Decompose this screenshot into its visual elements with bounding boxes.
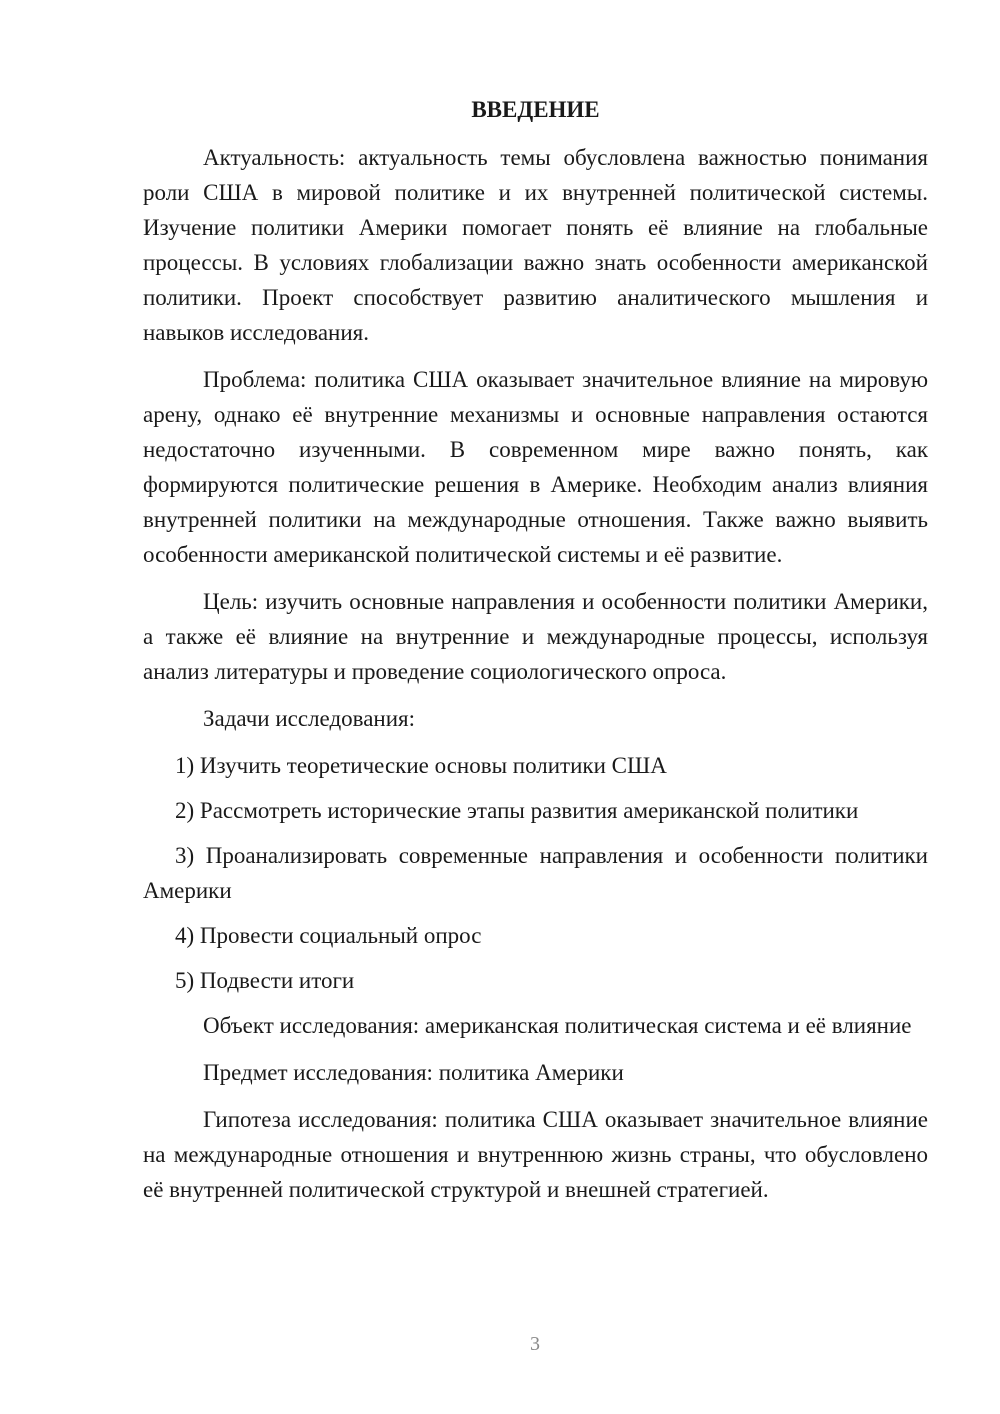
document-page [143, 88, 928, 1219]
problem-paragraph: Проблема: политика США оказывает значительное влияние на мировую арену, однако её внутренние механизмы и основные направления остаются недостаточно изученными. В современном мире важно понять, как формируются политические решения в Америке. Необходим анализ влияния внутренней политики на международные отношения. Также важно выявить особенности американской политической системы и её развитие. [143, 367, 928, 567]
tasks-title: Задачи исследования: [203, 706, 416, 731]
list-item: 3) Проанализировать современные направления и особенности политики Америки [143, 843, 928, 903]
subject-paragraph: Предмет исследования: политика Америки [203, 1060, 624, 1085]
page-number: 3 [530, 1333, 540, 1355]
tasks-list [143, 748, 928, 998]
list-item: 1) Изучить теоретические основы политики США [175, 753, 667, 778]
list-item: 2) Рассмотреть исторические этапы развития американской политики [175, 798, 859, 823]
list-item: 5) Подвести итоги [175, 968, 355, 993]
relevance-paragraph: Актуальность: актуальность темы обусловлена важностью понимания роли США в мировой политике и их внутренней политической системы. Изучение политики Америки помогает понять её влияние на глобальные процессы. В условиях глобализации важно знать особенности американской политики. Проект способствует развитию аналитического мышления и навыков исследования. [143, 145, 928, 345]
hypothesis-paragraph: Гипотеза исследования: политика США оказывает значительное влияние на международные отношения и внутреннюю жизнь страны, что обусловлено её внутренней политической структурой и внешней стратегией. [143, 1107, 928, 1202]
list-item: 4) Провести социальный опрос [175, 923, 482, 948]
section-heading: ВВЕДЕНИЕ [471, 97, 600, 122]
goal-paragraph: Цель: изучить основные направления и особенности политики Америки, а также её влияние на внутренние и международные процессы, используя анализ литературы и проведение социологического опроса. [143, 589, 928, 684]
object-paragraph: Объект исследования: американская политическая система и её влияние [203, 1013, 912, 1038]
